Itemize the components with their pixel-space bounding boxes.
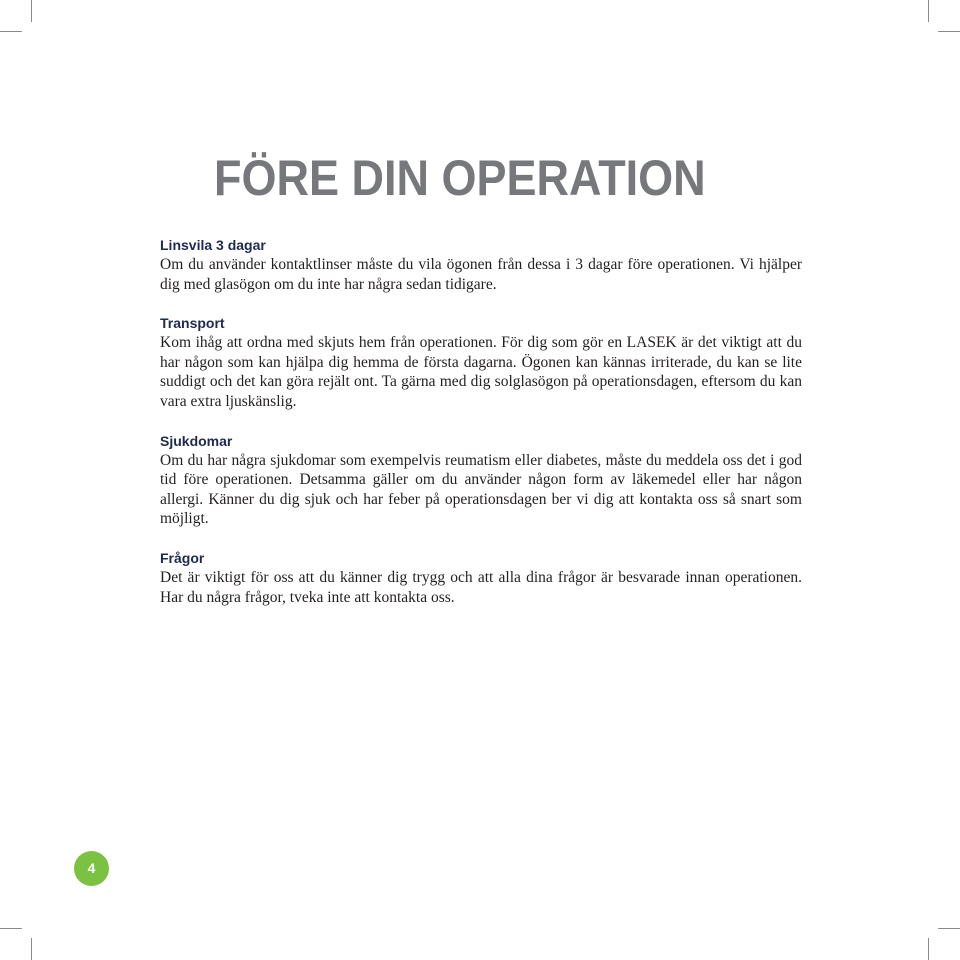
section-heading: Linsvila 3 dagar (160, 237, 266, 253)
page-number-badge: 4 (74, 851, 109, 886)
section-body: Kom ihåg att ordna med skjuts hem från operationen. För dig som gör en LASEK är det viktigt att du har någon som kan hjälpa dig hemma de första dagarna. Ögonen kan kännas irriterade, du kan se lite suddigt och det kan göra rejält ont. Ta gärna med dig solglasögon på operationsdagen, eftersom du kan vara extra ljuskänslig. (160, 334, 802, 410)
section-heading: Sjukdomar (160, 432, 233, 449)
crop-mark-top-left (31, 0, 32, 22)
section-heading: Frågor (160, 549, 205, 566)
section-body: Om du använder kontaktlinser måste du vila ögonen från dessa i 3 dagar före operationen. Vi hjälper dig med glasögon om du inte har några sedan tidigare. (160, 256, 802, 293)
crop-mark-top-right (928, 0, 929, 22)
crop-mark-bottom-right (928, 938, 929, 960)
section-heading: Transport (160, 315, 225, 332)
crop-mark-bottom-left (31, 938, 32, 960)
section-body: Om du har några sjukdomar som exempelvis reumatism eller diabetes, måste du meddela oss det i god tid före operationen. Detsamma gäller om du använder någon form av läkemedel eller har någon allergi. Känner du dig sjuk och har feber på operationsdagen ber vi dig att kontakta oss så snart som möjligt. (160, 451, 802, 528)
section-fragor (160, 548, 802, 607)
crop-mark-top-left-h (0, 31, 22, 32)
section-body: Det är viktigt för oss att du känner dig trygg och att alla dina frågor är besvarade innan operationen. Har du några frågor, tveka inte att kontakta oss. (160, 568, 802, 606)
section-linsvila (160, 235, 802, 294)
page-title: FÖRE DIN OPERATION (214, 150, 706, 206)
crop-mark-bottom-left-h (0, 928, 22, 929)
content (160, 235, 802, 607)
crop-mark-top-right-h (938, 31, 960, 32)
section-transport (160, 313, 802, 411)
crop-mark-bottom-right-h (938, 928, 960, 929)
section-sjukdomar (160, 431, 802, 529)
